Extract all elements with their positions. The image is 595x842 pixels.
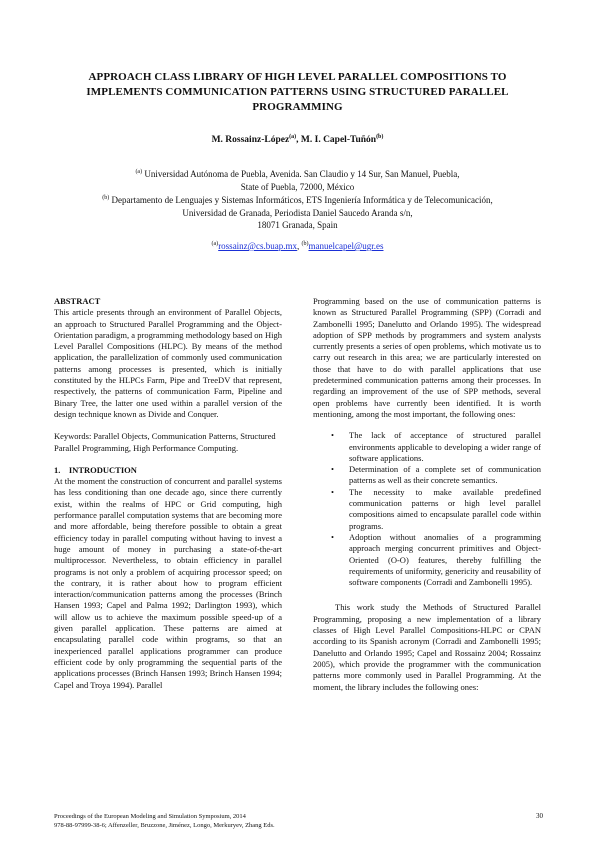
list-item: • The lack of acceptance of structured parallel environments applicable to developing a wider range of software applications.	[331, 430, 541, 463]
problem-list	[313, 430, 541, 588]
affiliation-a-sup: (a)	[135, 169, 143, 175]
page-number: 30	[536, 812, 543, 820]
email-list	[0, 240, 595, 252]
keywords: Keywords: Parallel Objects, Communication Patterns, Structured Parallel Programming, High Performance Computing.	[54, 431, 276, 453]
left-column	[54, 296, 282, 691]
abstract-heading: ABSTRACT	[54, 296, 101, 306]
right-column	[313, 296, 541, 693]
list-item: • Adoption without anomalies of a programming approach merging concurrent primitives and Object-Oriented (O-O) features, thereby fulfilling the requirements of uniformity, genericity and reusability of software components (Corradi and Zambonelli 1995).	[331, 531, 541, 588]
author-list	[0, 134, 595, 146]
email-separator: ,	[296, 241, 302, 251]
footer-line2: 978-88-97999-38-6; Affenzeller, Bruzzone, Jiménez, Longo, Merkuryev, Zhang Eds.	[54, 822, 275, 829]
author-1: M. Rossainz-López	[211, 135, 290, 145]
affiliation-a	[60, 168, 535, 193]
affiliation-b-line3: 18071 Granada, Spain	[257, 220, 338, 231]
author-1-sup: (a)	[289, 133, 297, 140]
bullet-icon: •	[331, 430, 334, 441]
email-b-sup: (b)	[301, 241, 309, 247]
affiliation-b-line1: Departamento de Lenguajes y Sistemas Informáticos, ETS Ingeniería Informática y de Telecomunicación,	[111, 195, 493, 205]
list-item: • Determination of a complete set of communication patterns as well as their concrete semantics.	[331, 464, 541, 486]
affiliation-b-line2: Universidad de Granada, Periodista Daniel Saucedo Aranda s/n,	[182, 207, 413, 218]
affiliation-a-line2: State of Puebla, 72000, México	[240, 181, 355, 192]
bullet-icon: •	[331, 531, 334, 542]
author-2: M. I. Capel-Tuñón	[300, 135, 377, 145]
affiliation-b-sup: (b)	[102, 195, 110, 201]
email-a-sup: (a)	[211, 241, 219, 247]
list-item: • The necessity to make available predefined communication patterns or high level parallel compositions aimed to encapsulate parallel code within programs.	[331, 486, 541, 531]
author-2-sup: (b)	[376, 133, 384, 140]
affiliation-a-line1: Universidad Autónoma de Puebla, Avenida. San Claudio y 14 Sur, San Manuel, Puebla,	[144, 169, 460, 179]
right-para-1: Programming based on the use of communication patterns is known as Structured Parallel Programming (SPP) (Corradi and Zambonelli 1995; Danelutto and Orlando 1995). The widespread adoption of SPP methods by programmers and system analysts currently presents a series of open problems, which motivate us to carry out research in this area; we are particularly interested on those that have to do with parallel applications that use predetermined communication patterns among their processes. In regarding an improvement of the use of SPP methods, several open problems have currently been identified. It is worth mentioning, among the most important, the following ones:	[313, 296, 541, 419]
abstract-text: This article presents through an environment of Parallel Objects, an approach to Structured Parallel Programming and the Object-Orientation paradigm, a programming methodology based on High Level Parallel Compositions (HLPC). By means of the method application, the parallelization of commonly used communication patterns among processes is presented, which is initially constituted by the HLPCs Farm, Pipe and TreeDV that represent, respectively, the patterns of communication Farm, Pipeline and Binary Tree, the latter one used within a parallel version of the design technique known as Divide and Conquer.	[54, 307, 282, 419]
affiliation-b	[60, 194, 535, 232]
bullet-icon: •	[331, 464, 334, 475]
footer	[54, 812, 544, 830]
bullet-icon: •	[331, 486, 334, 497]
intro-heading: 1. INTRODUCTION	[54, 464, 137, 475]
author-separator: ,	[296, 135, 301, 145]
email-a-link[interactable]: rossainz@cs.buap.mx	[218, 241, 297, 251]
right-para-2: This work study the Methods of Structured Parallel Programming, proposing a new implementation of a library classes of High Level Parallel Compositions-HLPC or CPAN according to its Spanish acronym (Corradi and Zambonelli 1995; Danelutto and Orlando 1995; Capel and Rossainz 2004; Rossainz 2005), which provide the programmer with the communication patterns more commonly used in Parallel Programming. At the moment, the library includes the following ones:	[313, 602, 541, 692]
footer-line1: Proceedings of the European Modeling and Simulation Symposium, 2014	[54, 813, 246, 820]
intro-text: At the moment the construction of concurrent and parallel systems has less conditioning than one decade ago, since there currently exist, within the realms of HPC or Grid computing, high performance parallel computation systems that are becoming more and more affordable, being therefore possible to obtain a great efficiency today in parallel computing without having to invest a huge amount of money in purchasing a state-of-the-art multiprocessor. Nevertheless, to obtain efficiency in parallel programs is not only a problem of acquiring processor speed; on the contrary, it is rather about how to program efficient interaction/communication patterns among the processes (Brinch Hansen 1993; Capel and Palma 1992; Darlington 1993), which will allow us to achieve the maximum possible speed-up of a given parallel application. These patterns are aimed at encapsulating parallel code within programs, so that an inexperienced parallel applications programmer can produce efficient code by only programming the sequential parts of the applications processes (Brinch Hansen 1993; Brinch Hansen 1994; Capel and Troya 1994). Parallel	[54, 476, 282, 690]
paper-title: APPROACH CLASS LIBRARY OF HIGH LEVEL PARALLEL COMPOSITIONS TO IMPLEMENTS COMMUNICATION PATTERNS USING STRUCTURED PARALLEL PROGRAMMING	[86, 71, 509, 113]
email-b-link[interactable]: manuelcapel@ugr.es	[308, 241, 384, 251]
